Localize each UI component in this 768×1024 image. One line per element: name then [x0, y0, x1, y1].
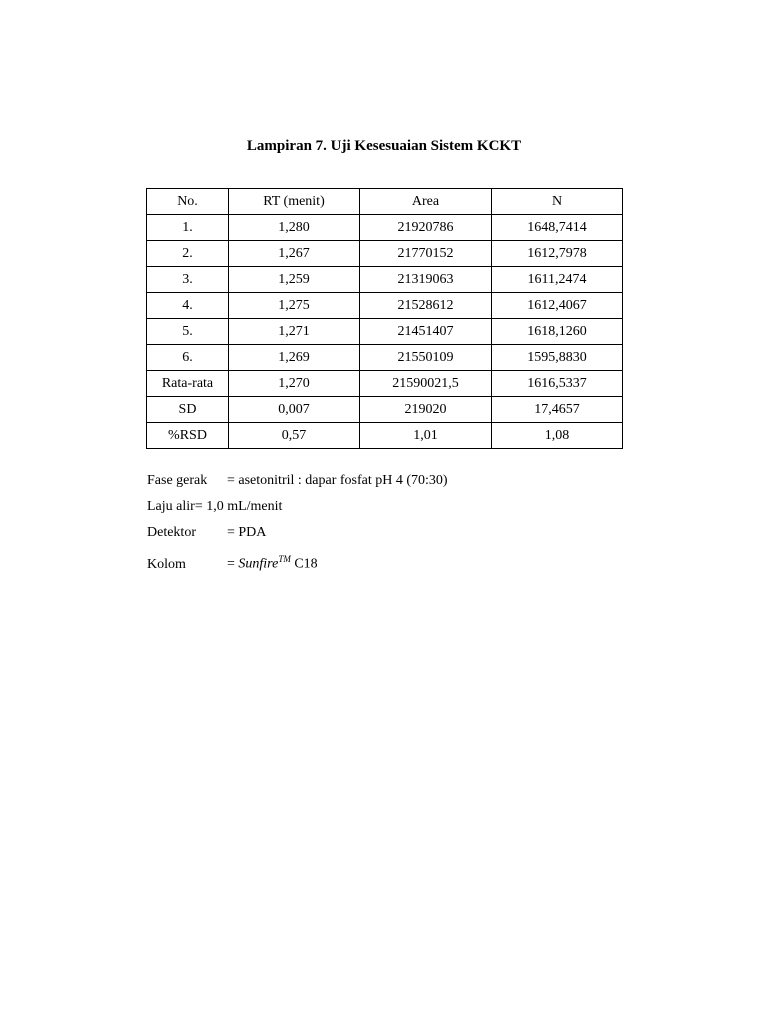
note-label: Detektor	[147, 525, 196, 540]
table-body	[147, 215, 623, 449]
cell-no: Rata-rata	[147, 371, 229, 397]
cell-rt: 1,275	[229, 293, 360, 319]
cell-rt: 1,271	[229, 319, 360, 345]
table-row	[147, 215, 623, 241]
cell-no: 1.	[147, 215, 229, 241]
cell-no: SD	[147, 397, 229, 423]
cell-no: 6.	[147, 345, 229, 371]
cell-no: 2.	[147, 241, 229, 267]
cell-rt: 1,280	[229, 215, 360, 241]
header-n: N	[492, 189, 623, 215]
note-value: = 1,0 mL/menit	[194, 499, 283, 514]
note-label: Laju alir	[147, 499, 195, 514]
note-label: Kolom	[147, 556, 186, 572]
data-table	[146, 188, 623, 449]
cell-no: 5.	[147, 319, 229, 345]
cell-no: 3.	[147, 267, 229, 293]
cell-area: 21770152	[360, 241, 492, 267]
cell-n: 1612,4067	[492, 293, 623, 319]
table-row	[147, 423, 623, 449]
page-title: Lampiran 7. Uji Kesesuaian Sistem KCKT	[246, 138, 522, 154]
cell-n: 1648,7414	[492, 215, 623, 241]
cell-area: 21590021,5	[360, 371, 492, 397]
table-row	[147, 371, 623, 397]
note-value-brand: Sunfire	[238, 556, 279, 572]
table-row	[147, 397, 623, 423]
cell-n: 17,4657	[492, 397, 623, 423]
cell-rt: 1,270	[229, 371, 360, 397]
note-value: = PDA	[227, 525, 267, 540]
table-row	[147, 319, 623, 345]
trademark-mark: TM	[278, 554, 291, 564]
table-row	[147, 293, 623, 319]
cell-area: 21550109	[360, 345, 492, 371]
header-area: Area	[360, 189, 492, 215]
cell-no: %RSD	[147, 423, 229, 449]
note-fase-gerak	[147, 468, 448, 494]
cell-n: 1616,5337	[492, 371, 623, 397]
cell-area: 21451407	[360, 319, 492, 345]
cell-area: 21528612	[360, 293, 492, 319]
note-detektor	[147, 520, 448, 546]
table-row	[147, 267, 623, 293]
note-laju-alir	[147, 494, 448, 520]
cell-n: 1612,7978	[492, 241, 623, 267]
header-rt: RT (menit)	[229, 189, 360, 215]
cell-rt: 1,259	[229, 267, 360, 293]
method-notes	[147, 468, 448, 578]
cell-rt: 1,269	[229, 345, 360, 371]
note-value-type: C18	[290, 556, 318, 572]
note-value-eq: =	[227, 556, 239, 572]
cell-n: 1595,8830	[492, 345, 623, 371]
table-row	[147, 345, 623, 371]
cell-n: 1611,2474	[492, 267, 623, 293]
cell-rt: 0,57	[229, 423, 360, 449]
table-header-row	[147, 189, 623, 215]
cell-area: 21319063	[360, 267, 492, 293]
cell-area: 219020	[360, 397, 492, 423]
note-kolom	[147, 546, 448, 578]
cell-n: 1618,1260	[492, 319, 623, 345]
cell-n: 1,08	[492, 423, 623, 449]
cell-no: 4.	[147, 293, 229, 319]
note-value: = asetonitril : dapar fosfat pH 4 (70:30)	[227, 473, 448, 488]
cell-area: 1,01	[360, 423, 492, 449]
note-label: Fase gerak	[147, 473, 208, 488]
cell-area: 21920786	[360, 215, 492, 241]
cell-rt: 0,007	[229, 397, 360, 423]
header-no: No.	[147, 189, 229, 215]
cell-rt: 1,267	[229, 241, 360, 267]
table-row	[147, 241, 623, 267]
